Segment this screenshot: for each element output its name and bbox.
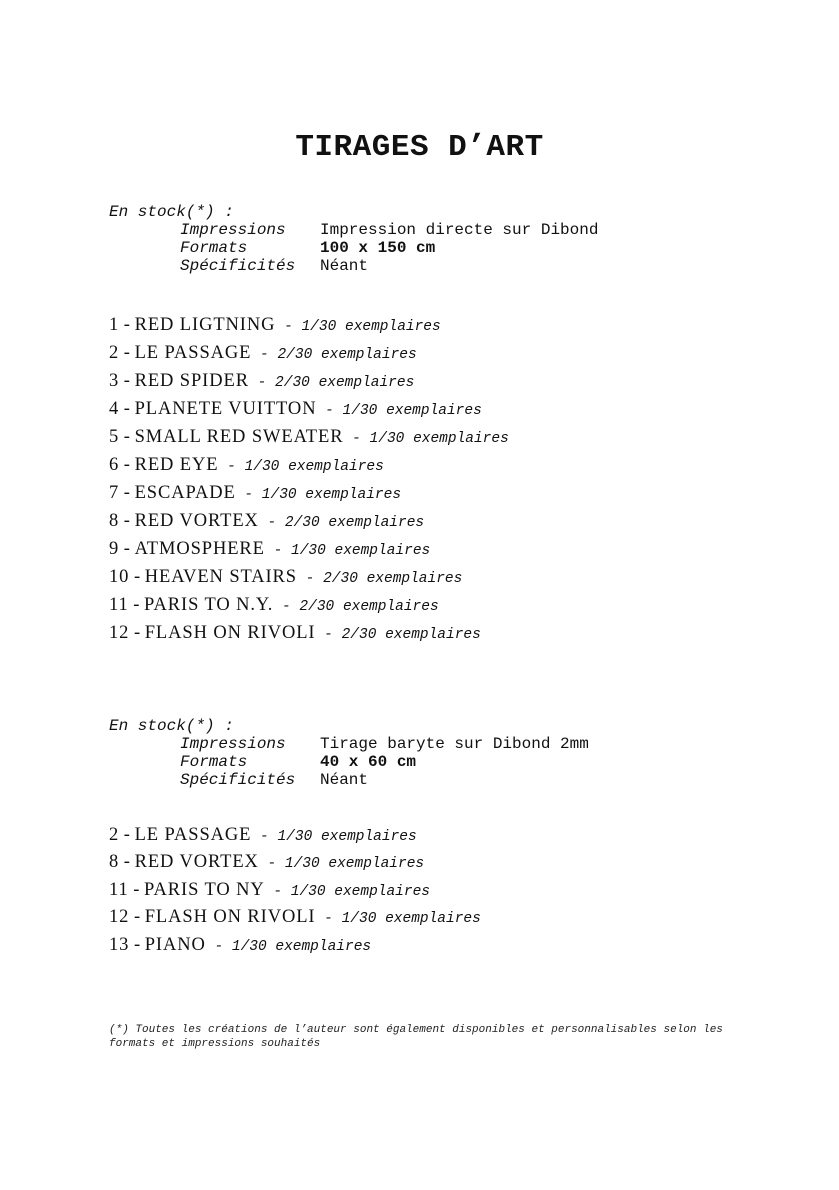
stock-label: En stock(*) : xyxy=(109,717,234,735)
item-separator: - xyxy=(119,371,135,391)
item-number: 11 xyxy=(109,879,129,900)
spec-value: 100 x 150 cm xyxy=(320,239,436,257)
page-title: TIRAGES D’ART xyxy=(295,129,544,165)
spec-key: Impressions xyxy=(180,735,286,753)
item-title: RED VORTEX xyxy=(134,511,259,531)
item-number: 12 xyxy=(109,623,130,643)
item-number: 4 xyxy=(109,399,120,419)
item-separator: - xyxy=(129,567,145,587)
item-title: ESCAPADE xyxy=(134,483,236,503)
item-number: 8 xyxy=(109,852,120,873)
item-title: PLANETE VUITTON xyxy=(134,399,317,419)
spec-value: Néant xyxy=(320,257,369,275)
item-title: RED SPIDER xyxy=(134,371,249,391)
item-edition: - 1/30 exemplaires xyxy=(343,431,509,447)
list-item xyxy=(109,877,809,904)
item-separator: - xyxy=(119,455,135,475)
item-separator: - xyxy=(119,315,135,335)
list-item xyxy=(109,507,809,535)
stock-section-large xyxy=(109,203,809,275)
item-title: RED EYE xyxy=(134,455,219,475)
item-number: 10 xyxy=(109,567,130,587)
item-edition: - 1/30 exemplaires xyxy=(205,938,372,955)
spec-value: Néant xyxy=(320,771,369,789)
item-separator: - xyxy=(119,343,135,363)
spec-key: Formats xyxy=(180,753,248,771)
list-item xyxy=(109,367,809,395)
item-separator: - xyxy=(129,934,145,955)
spec-key: Impressions xyxy=(180,221,286,239)
item-edition: - 2/30 exemplaires xyxy=(315,627,481,643)
spec-value: Tirage baryte sur Dibond 2mm xyxy=(320,735,589,753)
list-item xyxy=(109,339,809,367)
spec-row-impressions xyxy=(109,735,809,753)
list-item xyxy=(109,932,809,959)
item-title: LE PASSAGE xyxy=(134,343,252,363)
stock-section-small xyxy=(109,717,809,789)
item-title: PIANO xyxy=(144,934,206,955)
item-number: 8 xyxy=(109,511,120,531)
list-item xyxy=(109,311,809,339)
item-edition: - 2/30 exemplaires xyxy=(251,347,417,363)
spec-row-formats xyxy=(109,753,809,771)
spec-row-specificites xyxy=(109,771,809,789)
list-item xyxy=(109,849,809,876)
list-item xyxy=(109,451,809,479)
item-separator: - xyxy=(128,879,145,900)
spec-row-specificites xyxy=(109,257,809,275)
item-number: 9 xyxy=(109,539,120,559)
item-number: 3 xyxy=(109,371,120,391)
item-edition: - 1/30 exemplaires xyxy=(264,883,430,900)
item-title: SMALL RED SWEATER xyxy=(134,427,344,447)
item-number: 7 xyxy=(109,483,120,503)
spec-key: Spécificités xyxy=(180,771,296,789)
item-edition: - 1/30 exemplaires xyxy=(235,487,402,503)
item-number: 11 xyxy=(109,595,129,615)
item-title: HEAVEN STAIRS xyxy=(144,567,297,587)
item-title: FLASH ON RIVOLI xyxy=(144,907,316,928)
list-item xyxy=(109,563,809,591)
item-edition: - 1/30 exemplaires xyxy=(316,403,482,419)
list-item xyxy=(109,619,809,647)
spec-row-impressions xyxy=(109,221,809,239)
item-separator: - xyxy=(129,623,145,643)
list-item xyxy=(109,822,809,849)
footnote: (*) Toutes les créations de l’auteur sont également disponibles et personnalisables selon les formats et impressions souhaités xyxy=(109,1024,723,1050)
item-title: ATMOSPHERE xyxy=(134,539,265,559)
item-title: RED VORTEX xyxy=(134,852,259,873)
spec-value: Impression directe sur Dibond xyxy=(320,221,599,239)
item-edition: - 1/30 exemplaires xyxy=(275,319,441,335)
item-edition: - 1/30 exemplaires xyxy=(251,829,417,845)
item-edition: - 1/30 exemplaires xyxy=(315,911,481,928)
item-edition: - 2/30 exemplaires xyxy=(296,571,463,587)
list-item xyxy=(109,423,809,451)
spec-value: 40 x 60 cm xyxy=(320,753,417,771)
item-edition: - 2/30 exemplaires xyxy=(258,515,425,531)
item-separator: - xyxy=(129,907,145,928)
item-title: PARIS TO N.Y. xyxy=(144,595,274,615)
item-number: 1 xyxy=(109,315,120,335)
item-separator: - xyxy=(119,511,135,531)
item-separator: - xyxy=(119,399,135,419)
item-number: 13 xyxy=(109,934,130,955)
list-item xyxy=(109,591,809,619)
item-title: LE PASSAGE xyxy=(134,825,252,845)
item-number: 2 xyxy=(109,825,120,845)
item-separator: - xyxy=(128,595,145,615)
list-item xyxy=(109,535,809,563)
item-edition: - 1/30 exemplaires xyxy=(258,856,425,873)
spec-key: Spécificités xyxy=(180,257,296,275)
item-separator: - xyxy=(119,483,135,503)
list-item xyxy=(109,904,809,931)
item-separator: - xyxy=(119,539,135,559)
item-number: 6 xyxy=(109,455,120,475)
item-separator: - xyxy=(119,427,135,447)
list-item xyxy=(109,479,809,507)
print-list-large xyxy=(109,311,809,647)
print-list-small xyxy=(109,822,809,959)
item-number: 5 xyxy=(109,427,120,447)
spec-key: Formats xyxy=(180,239,248,257)
item-separator: - xyxy=(119,825,135,845)
item-title: FLASH ON RIVOLI xyxy=(144,623,316,643)
spec-row-formats xyxy=(109,239,809,257)
item-number: 12 xyxy=(109,907,130,928)
item-edition: - 2/30 exemplaires xyxy=(273,599,439,615)
list-item xyxy=(109,395,809,423)
stock-label: En stock(*) : xyxy=(109,203,234,221)
item-edition: - 1/30 exemplaires xyxy=(264,543,431,559)
item-edition: - 1/30 exemplaires xyxy=(218,459,384,475)
item-title: RED LIGTNING xyxy=(134,315,276,335)
item-number: 2 xyxy=(109,343,120,363)
item-title: PARIS TO NY xyxy=(144,879,265,900)
item-edition: - 2/30 exemplaires xyxy=(248,375,415,391)
item-separator: - xyxy=(119,852,135,873)
